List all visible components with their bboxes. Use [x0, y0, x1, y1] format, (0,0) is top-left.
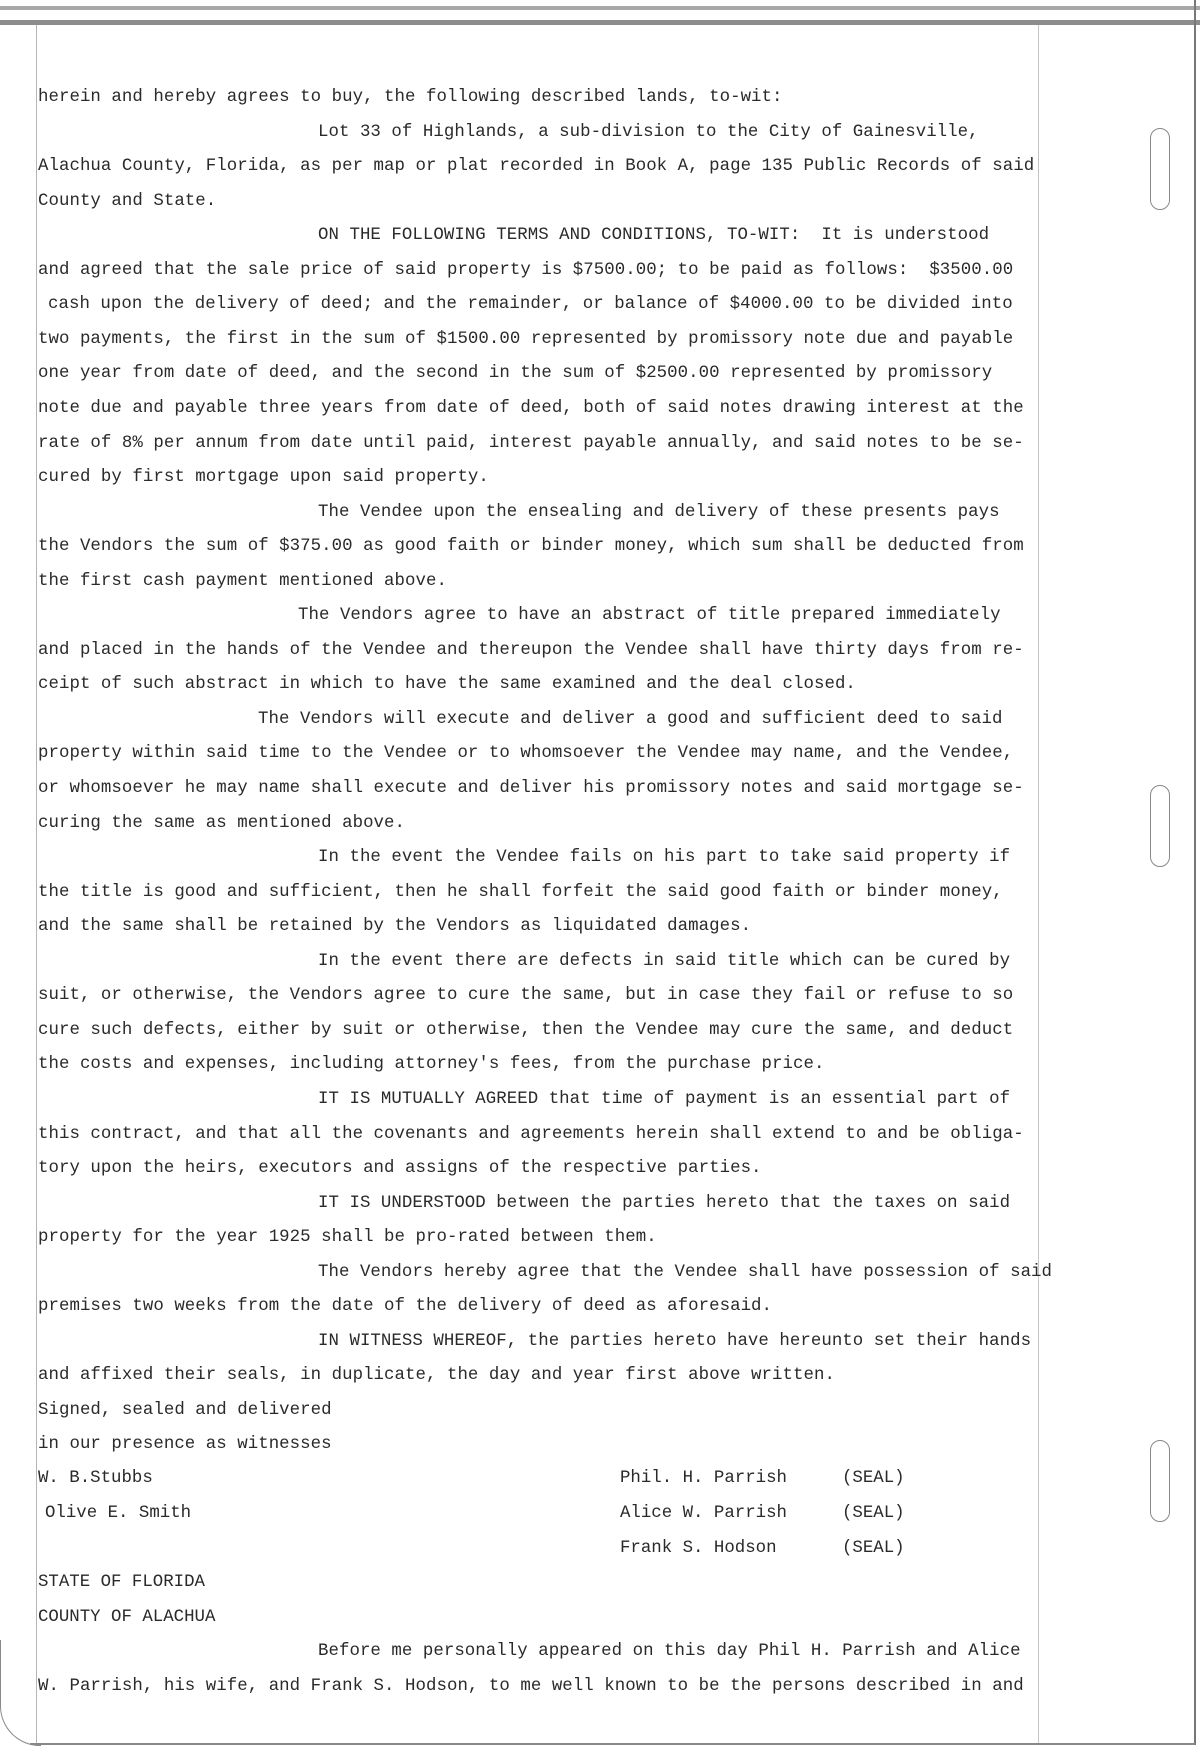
document-line: and the same shall be retained by the Vendors as liquidated damages.	[38, 917, 752, 937]
document-line: County and State.	[38, 191, 217, 211]
document-line: curing the same as mentioned above.	[38, 813, 406, 833]
top-border-rule-1	[0, 6, 1200, 10]
binder-slot-icon	[1150, 128, 1170, 210]
page-right-edge	[1194, 0, 1196, 1745]
binder-slot-icon	[1150, 1440, 1170, 1522]
document-line: The Vendors agree to have an abstract of title prepared immediately	[298, 606, 1001, 626]
document-line: In the event the Vendee fails on his part to take said property if	[318, 848, 1011, 868]
document-line: rate of 8% per annum from date until paid, interest payable annually, and said notes to be se-	[38, 433, 1024, 453]
document-line: The Vendors hereby agree that the Vendee shall have possession of said	[318, 1262, 1053, 1282]
document-line: The Vendors will execute and deliver a good and sufficient deed to said	[258, 709, 1003, 729]
right-margin-line	[1038, 25, 1039, 1745]
document-line: Alachua County, Florida, as per map or plat recorded in Book A, page 135 Public Records of said	[38, 157, 1035, 177]
document-line: suit, or otherwise, the Vendors agree to cure the same, but in case they fail or refuse to so	[38, 986, 1014, 1006]
document-line: The Vendee upon the ensealing and delivery of these presents pays	[318, 502, 1000, 522]
document-line: ON THE FOLLOWING TERMS AND CONDITIONS, TO-WIT: It is understood	[318, 226, 990, 246]
document-line: the costs and expenses, including attorney's fees, from the purchase price.	[38, 1055, 825, 1075]
left-margin-line	[36, 25, 37, 1745]
document-line: premises two weeks from the date of the delivery of deed as aforesaid.	[38, 1297, 773, 1317]
document-line: in our presence as witnesses	[38, 1435, 332, 1455]
signatory-name: Alice W. Parrish	[620, 1504, 787, 1523]
document-line: and affixed their seals, in duplicate, the day and year first above written.	[38, 1366, 835, 1386]
acknowledgment-line: Before me personally appeared on this day Phil H. Parrish and Alice	[318, 1642, 1021, 1661]
top-border-rule-2	[0, 20, 1200, 25]
document-line: two payments, the first in the sum of $1500.00 represented by promissory note due and payable	[38, 329, 1014, 349]
document-line: Signed, sealed and delivered	[38, 1400, 332, 1420]
document-line: cure such defects, either by suit or otherwise, then the Vendee may cure the same, and deduct	[38, 1020, 1014, 1040]
document-line: tory upon the heirs, executors and assigns of the respective parties.	[38, 1159, 762, 1179]
seal-label: (SEAL)	[842, 1469, 905, 1488]
document-line: the Vendors the sum of $375.00 as good faith or binder money, which sum shall be deducted from	[38, 537, 1024, 557]
county-heading: COUNTY OF ALACHUA	[38, 1608, 216, 1627]
document-line: In the event there are defects in said title which can be cured by	[318, 951, 1011, 971]
page-corner-curl	[0, 1640, 41, 1746]
document-line: this contract, and that all the covenants and agreements herein shall extend to and be obliga-	[38, 1124, 1024, 1144]
document-line: cured by first mortgage upon said property.	[38, 468, 489, 488]
acknowledgment-line: W. Parrish, his wife, and Frank S. Hodson, to me well known to be the persons described in and	[38, 1677, 1024, 1696]
witness-signature: Olive E. Smith	[45, 1504, 192, 1523]
document-line: the first cash payment mentioned above.	[38, 571, 447, 591]
binder-slot-icon	[1150, 785, 1170, 867]
document-line: cash upon the delivery of deed; and the remainder, or balance of $4000.00 to be divided into	[48, 295, 1013, 315]
document-line: property for the year 1925 shall be pro-rated between them.	[38, 1228, 657, 1248]
document-line: and placed in the hands of the Vendee and thereupon the Vendee shall have thirty days from re-	[38, 640, 1024, 660]
document-line: herein and hereby agrees to buy, the following described lands, to-wit:	[38, 88, 783, 107]
document-line: note due and payable three years from date of deed, both of said notes drawing interest at the	[38, 398, 1024, 418]
witness-signature: W. B.Stubbs	[38, 1469, 153, 1488]
document-line: Lot 33 of Highlands, a sub-division to the City of Gainesville,	[318, 122, 979, 142]
document-line: the title is good and sufficient, then he shall forfeit the said good faith or binder money,	[38, 882, 1003, 902]
document-line: or whomsoever he may name shall execute and deliver his promissory notes and said mortgage se-	[38, 779, 1024, 798]
document-line: one year from date of deed, and the second in the sum of $2500.00 represented by promissory	[38, 364, 993, 384]
seal-label: (SEAL)	[842, 1539, 905, 1558]
document-line: and agreed that the sale price of said property is $7500.00; to be paid as follows: $3500.00	[38, 260, 1014, 280]
document-line: IT IS MUTUALLY AGREED that time of payment is an essential part of	[318, 1089, 1011, 1109]
state-heading: STATE OF FLORIDA	[38, 1573, 205, 1592]
document-line: IN WITNESS WHEREOF, the parties hereto have hereunto set their hands	[318, 1331, 1032, 1351]
document-line: ceipt of such abstract in which to have the same examined and the deal closed.	[38, 675, 856, 695]
signatory-name: Phil. H. Parrish	[620, 1469, 787, 1488]
document-line: property within said time to the Vendee or to whomsoever the Vendee may name, and the Vendee,	[38, 744, 1014, 764]
document-line: IT IS UNDERSTOOD between the parties hereto that the taxes on said	[318, 1193, 1011, 1213]
seal-label: (SEAL)	[842, 1504, 905, 1523]
signatory-name: Frank S. Hodson	[620, 1539, 777, 1558]
